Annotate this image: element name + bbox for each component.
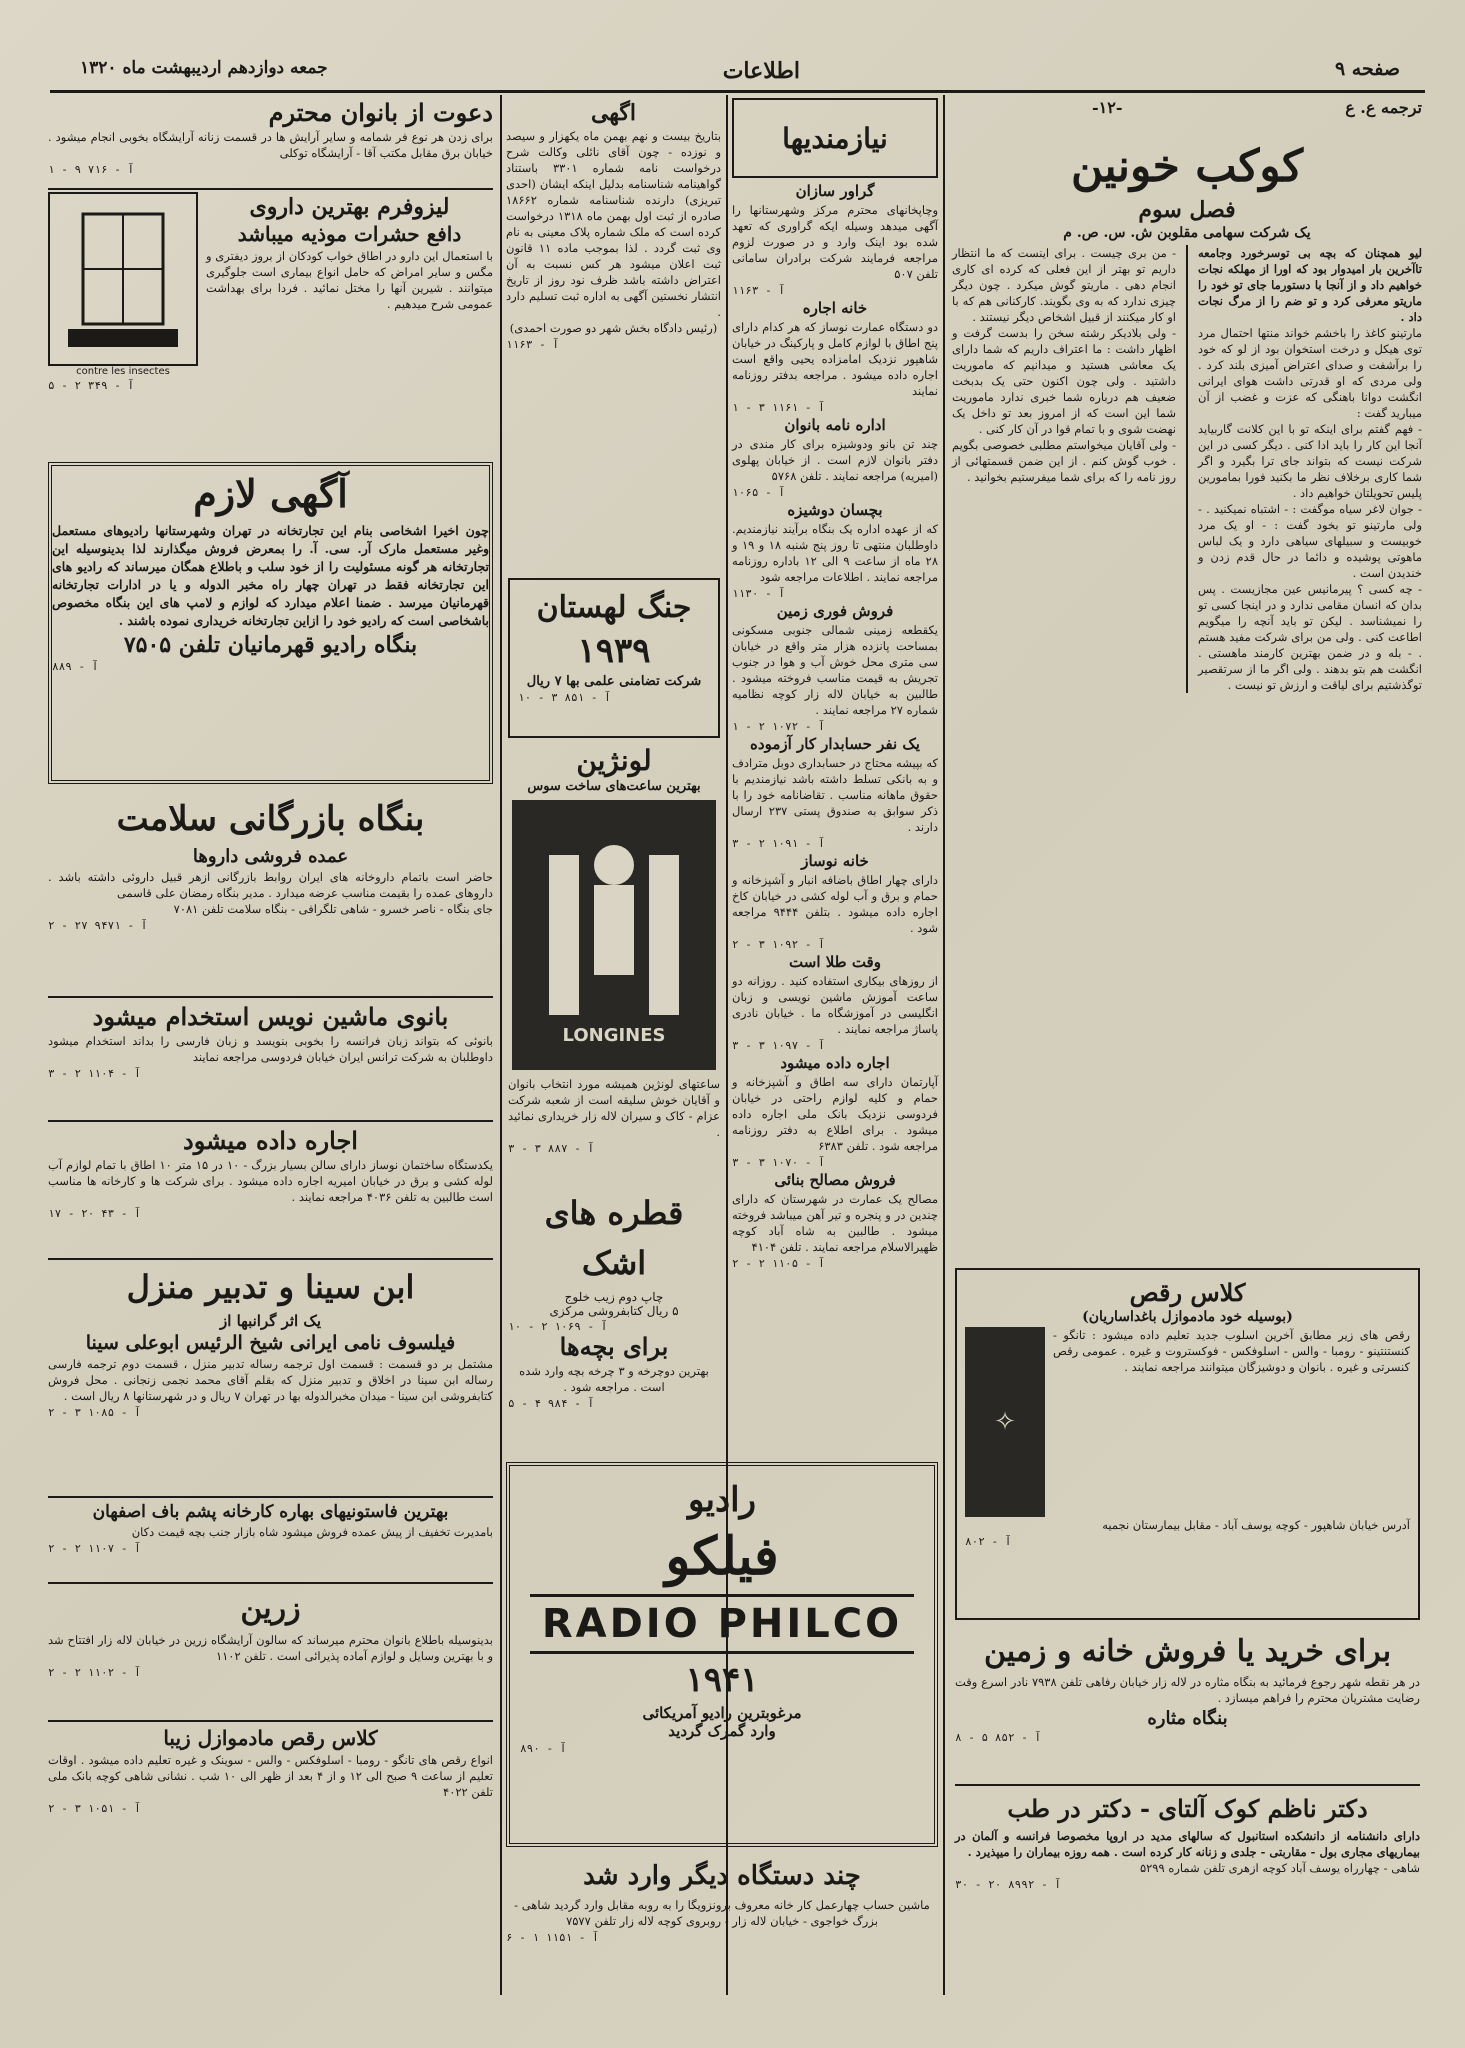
ad-title: اداره نامه بانوان [784,416,886,434]
story-title: کوکب خونین [1070,141,1304,192]
ad-text: دو دستگاه عمارت نوساز که هر کدام دارای پنج اطاق با لوازم کامل و پارکینگ در خیابان شاهپور نزدیک امامزاده یحیی واقع است اجاره داده میشود . مراجعه بدفتر روزنامه نمایند [732,320,938,398]
divider [48,996,493,998]
serial-story [952,98,1422,1258]
building-rent-ad [48,1124,493,1256]
ad-text: حاضر است باتمام داروخانه های ایران روابط بازرگانی ازهر قبیل داروئی داشته باشد . داروهای عمده را بقیمت مناسب عرضه میدارد . مدیر بنگاه رمضان علی قاسمی [48,870,493,900]
salon-invite-ad [48,96,493,186]
brand-wordmark: RADIO PHILCO [530,1594,914,1654]
ad-code: آ - ۸۹۹۲ ۲۰ - ۳۰ [955,1878,1061,1891]
ad-subtitle-2: فیلسوف نامی ایرانی شیخ الرئیس ابوعلی سینا [85,1332,456,1354]
column-rule [500,95,502,1995]
ad-text: مشتمل بر دو قسمت : قسمت اول ترجمه رساله تدبیر منزل ، قسمت دوم ترجمه فارسی رساله ابن سینا در اخلاق و تدبیر منزل که بقلم آقای محمد نجمی زنجانی . محل فروش کتابفروشی ابن سینا - میدان مخبرالدوله بها در تهران ۷ ریال و در شهرستانها ۸ ریال است . [48,1357,493,1403]
ad-title: کلاس رقص [1129,1278,1246,1307]
ad-text: آپارتمان دارای سه اطاق و آشپزخانه و حمام و کلیه لوازم راحتی در خیابان فردوسی نزدیک بانک ملی اجاره داده میشود . برای اطلاع به دفتر روزنامه مراجعه شود . تلفن ۶۳۸۳ [732,1075,938,1153]
longines-image [512,800,716,1070]
ad-title: فروش فوری زمین [776,602,894,620]
ad-title-top: رادیو [687,1480,757,1520]
divider [48,1720,493,1722]
ad-title: چند دستگاه دیگر وارد شد [583,1861,861,1891]
ad-code: آ - ۷۱۶ ۹ - ۱ [48,163,135,176]
ad-code: آ - ۹۸۴ ۴ - ۵ [508,1397,595,1410]
ad-code: آ - ۴۳ ۲۰ - ۱۷ [48,1207,141,1220]
divider [48,1120,493,1122]
ad-text: بهترین دوچرخه و ۳ چرخه بچه وارد شده است . مراجعه شود . [519,1364,709,1394]
kids-ad [508,1330,720,1450]
ad-text: بامدیرت تخفیف از پیش عمده فروش میشود شاه بازار جنب بچه قیمت دکان [131,1525,493,1539]
ad-code: آ - ۱۰۵۱ ۳ - ۲ [48,1802,141,1815]
philco-radio-ad [506,1462,938,1847]
watch-illustration [539,825,689,1025]
ad-title: لونژین [576,744,652,777]
story-paragraph: - چه کسی ؟ پیرمانیس عین مجازیست . پس بدان که انسان مقامی ندارد و در اینجا کسی تو را نمیشناسد . لیکن تو باید آنچه را میگویم اطاعت کنی . ولی من برای شرکت مفید هستم . - بله و در ضمن بهترین کارمند ماهستی . انگشت هم بتو بدهند . ولی اگر ما از سرتقصیر توگذشتیم برای لیاقت و ارزش تو نیست . [1198,582,1422,692]
ad-text: که از عهده اداره یک بنگاه برآیند نیازمندیم. داوطلبان منتهی تا روز پنج شنبه ۱۸ و ۱۹ و ۲۸ ماه از ساعت ۹ الی ۱۲ باداره روزنامه مراجعه نمایند . اطلاعات مراجعه شود [732,522,938,584]
zarrin-salon-ad [48,1586,493,1718]
page-header [60,52,1420,88]
ad-title: اگهی [590,100,637,126]
serial-number: -۱۲- [1092,98,1123,117]
ad-code: آ - ۸۸۹ [52,660,99,673]
ad-code: آ - ۱۱۰۵ ۲ - ۲ [732,1257,825,1270]
ad-subtitle: عمده فروشی داروها [192,846,349,867]
ad-code: آ - ۱۱۰۲ ۲ - ۲ [48,1666,141,1679]
dancer-image: ✧ [965,1327,1045,1517]
ad-subtitle: یک اثر گرانبها از [219,1312,322,1330]
ad-text: مصالح یک عمارت در شهرستان که دارای چندین در و پنجره و تیر آهن میباشد فروخته میشود . طالبین به شاه آباد کوچه ظهیرالاسلام مراجعه نمایند . تلفن ۴۱۰۴ [732,1192,938,1254]
ad-code: آ - ۱۰۹۷ ۳ - ۳ [732,1039,825,1052]
ad-text: بانوئی که بتواند زبان فرانسه را بخوبی بنویسد و زبان فارسی را بداند استخدام میشود داوطلبان به شرکت ترانس ایران خیابان فردوسی مراجعه نمایند [48,1034,493,1064]
ad-text: بدینوسیله باطلاع بانوان محترم میرساند که سالون آرایشگاه زرین در خیابان لاله زار افتتاح شد و با بهترین وسایل و لوازم آماده پذیرائی است . تلفن ۱۱۰۲ [48,1633,493,1663]
radio-notice-ad [48,462,493,784]
ad-title: خانه اجاره [802,299,868,317]
ad-text: برای زدن هر نوع فر شمامه و سایر آرایش ها در قسمت زنانه آرایشگاه بخوبی انجام میشود . خیابان برق مقابل مکتب آقا - آرایشگاه توکلی [48,130,493,160]
ad-subtitle: دافع حشرات موذیه میباشد [237,222,462,246]
ad-title: ابن سینا و تدبیر منزل [126,1268,415,1306]
ad-title: قطره های اشک [544,1194,684,1282]
ad-subtitle-2: وارد گمرک گردید [668,1722,776,1740]
divider [955,1784,1420,1786]
story-intro: لیو همچنان که بچه بی توسرخورد وجامعه تاآخرین بار امیدوار بود که اورا از مهلکه نجات خواهیم داد و از آنجا با دستورما جای تو خود را ماریتو معرفی کرد و تو ضم را از مرگ نجات داد . [1198,246,1422,324]
image-caption: contre les insectes [76,366,170,377]
story-paragraph: - فهم گفتم برای اینکه تو با این کلانت گاربیاید آنجا این کار را باید ادا کنی . دیگر کسی در این شرکت نیست که بتواند جای ترا بگیرد و اگر شما کاری برخلاف نظر ما بکنید فورا بمامورین پلیس تحویلتان خواهیم داد . [1198,422,1422,500]
ad-text: ۵ ریال کتابفروشی مرکزی [549,1304,679,1318]
ad-title: یک نفر حسابدار کار آزموده [750,735,920,753]
ad-code: آ - ۱۰۶۹ ۲ - ۱۰ [508,1320,608,1333]
ad-code: آ - ۸۸۷ ۳ - ۳ [508,1142,595,1155]
ad-text: شرکت تضامنی علمی بها ۷ ریال [526,674,702,689]
ad-address: جای بنگاه - ناصر خسرو - شاهی تلگرافی - بنگاه سلامت تلفن ۷۰۸۱ [173,902,493,916]
agency-name: بنگاه مثاره [1147,1708,1228,1729]
story-subtitle: یک شرکت سهامی مقلوبن ش. س. ص. م [1063,225,1311,241]
translator: ترجمه ع. ع [1345,98,1422,117]
ad-text: ماشین حساب چهارعمل کار خانه معروف برونزویگا را به روبه مقابل وارد گردید شاهی - بزرگ خواجوی - خیابان لاله زار - روبروی کوچه لاله زار تلفن ۷۵۷۷ [514,1898,930,1928]
ad-title: برای بچه‌ها [559,1332,669,1361]
ad-text: بتاریخ بیست و نهم بهمن ماه یکهزار و سیصد و نوزده - چون آقای نائلی وکالت شرح درخواست نامه شماره ۳۳۰۱ باستناد گواهینامه شناسنامه بدلیل اینکه ایشان (احدی تبریزی) دارنده شناسنامه شماره ۱۸۶۶۲ صادره از ثبت اول بهمن ماه ۱۳۱۸ درخواست کرده است که ملک شماره پلاک معینی به نام وی ثبت گردد . لذا بموجب ماده ۱۱ قانون ثبت اعلان میشود هر کس نسبت به آن اعتراض داشته باشد ظرف نود روز از تاریخ انتشار نخستین آگهی به اداره ثبت تسلیم دارد . [506,129,722,319]
ad-code: آ - ۱۱۰۴ ۲ - ۳ [48,1067,141,1080]
divider [48,188,493,190]
ad-title: اجاره داده میشود [780,1054,890,1072]
ad-code: آ - ۱۱۶۳ [732,284,785,297]
ad-title: جنگ لهستان [536,590,692,625]
ad-code: آ - ۱۱۰۷ ۲ - ۲ [48,1542,141,1555]
chapter-title: فصل سوم [1138,197,1236,223]
ad-code: آ - ۹۴۷۱ ۲۷ - ۲ [48,919,148,932]
ad-code: آ - ۱۱۶۳ [506,338,559,351]
ad-title: بانوی ماشین نویس استخدام میشود [92,1002,449,1031]
ad-title: دکتر ناظم کوک آلتای - دکتر در طب [1007,1794,1368,1823]
tears-book-ad [508,1186,720,1333]
ad-code: آ - ۱۱۶۱ ۳ - ۱ [732,401,825,414]
book-year: ۱۹۳۹ [577,631,651,671]
ad-title: فروش مصالح بنائی [774,1171,896,1189]
salamat-trade-ad [48,792,493,992]
ad-text: با استعمال این دارو در اطاق خواب کودکان از بروز دیفتری و مگس و سایر امراض که حامل انواع بیماری است جلوگیری میتوانند . شیرین آنها را مختل نمائید . فردا برای بهداشت عمومی شرح میدهیم . [206,249,493,311]
zibaa-dance-ad [48,1724,493,1964]
brand-wordmark: LONGINES [562,1024,666,1046]
ad-code: آ - ۱۱۳۰ [732,587,785,600]
ad-phone: بنگاه رادیو قهرمانیان تلفن ۷۵۰۵ [123,632,418,658]
ad-title: وقت طلا است [789,953,881,971]
ad-title: اجاره داده میشود [183,1126,358,1155]
ad-code: آ - ۸۰۲ [965,1535,1012,1548]
ad-subtitle: چاپ دوم زیب خلوج [564,1290,664,1304]
ad-subtitle: (بوسیله خود مادموازل باغداساریان) [1082,1309,1293,1325]
ad-text: وچاپخانهای محترم مرکز وشهرستانها را آگهی میدهد وسیله ایکه گراوری که تعهد شده بود اینک وارد و در صورت لزوم مراجعه فرمایند شرکت برادران سامانی تلفن ۵۰۷ [732,203,938,281]
ad-code: آ - ۱۰۹۲ ۳ - ۲ [732,938,825,951]
notice-signature: (رئیس دادگاه بخش شهر دو صورت احمدی) [509,321,718,335]
ad-subtitle: مرغوبترین رادیو آمریکائی [642,1704,802,1722]
ad-text: در هر نقطه شهر رجوع فرمائید به بنگاه مثاره در لاله زار خیابان رفاهی تلفن ۷۹۳۸ نادر اسرع وقت رضایت مشتریان محترم را فراهم میسازد . [955,1675,1420,1705]
ad-title: بنگاه بازرگانی سلامت [116,799,425,839]
ad-title: بچسان دوشیزه [787,501,883,519]
column-rule [943,95,945,1995]
ad-title: برای خرید یا فروش خانه و زمین [983,1634,1392,1669]
avicenna-book-ad [48,1262,493,1494]
ad-code: آ - ۳۴۹ ۲ - ۵ [48,379,135,392]
lysoform-ad [48,192,493,454]
window-icon [63,204,183,354]
dance-class-ad [955,1268,1420,1620]
ad-address: شاهی - چهارراه یوسف آباد کوچه ازهری تلفن شماره ۵۲۹۹ [1139,1861,1420,1875]
real-estate-ad [955,1630,1420,1780]
ad-text: انواع رقص های تانگو - رومبا - اسلوفکس - والس - سوینک و غیره تعلیم داده میشود . اوقات تعلیم از ساعت ۹ صبح الی ۱۲ و از ۴ بعد از ظهر الی ۱۰ شب . نشانی شاهی کوچه بانک ملی تلفن ۴۰۲۲ [48,1753,493,1799]
issue-date: جمعه دوازدهم اردیبهشت ماه ۱۳۲۰ [80,58,328,78]
ad-code: آ - ۱۱۵۱ ۱ - ۶ [506,1931,599,1944]
page-number: صفحه ۹ [1334,58,1400,80]
isfahan-wool-ad [48,1500,493,1580]
header-rule [50,90,1425,93]
ad-address: آدرس خیابان شاهپور - کوچه یوسف آباد - مقابل بیمارستان نجمیه [1102,1518,1410,1532]
ad-code: آ - ۱۰۷۲ ۲ - ۱ [732,720,825,733]
divider [48,1582,493,1584]
ad-text: ساعتهای لونژین همیشه مورد انتخاب بانوان و آقایان خوش سلیقه است از شعبه شرکت عزام - کاک و سیران لاله زار خریداری نمائید . [508,1077,720,1139]
ad-title: فیلکو [665,1526,779,1587]
story-paragraph: - ولی بلادیکر رشته سخن را بدست گرفت و اظهار داشت : ما اعتراف داریم که شما دارای یک معاشی هستید و میدانیم که ماموریت داشتید . ولی چون اکنون حتی یک بدبخت ضعیف هم درباره شما خبری ندارد ماموریت شما این است که از امروز بعد تو داخل یک نهضت شوی و با تمام قوا در آن کار کنی . [952,326,1176,436]
ad-text: دارای دانشنامه از دانشکده استانبول که سالهای مدید در اروپا مخصوصا فرانسه و آلمان در بیماریهای مجاری بول - مقاربتی - جلدی و زنانه کار کرده است . همه روزه بیماران را میپذیرد . [955,1829,1420,1859]
ad-title: زرین [240,1591,301,1626]
ad-title: گراور سازان [795,182,875,200]
ad-title: دعوت از بانوان محترم [268,98,493,127]
ad-subtitle: بهترین ساعت‌های ساخت سوس [527,779,701,794]
story-paragraph: مارتینو کاغذ را باخشم خواند منتها احتمال مرد توی هیکل و درخت استخوان بود از لو که خود را برآشفت و صدای اعتراض آمیزی بلند کرد . ولی مردی که او قدرتی داشت هوای ایرانی انگشت دوانا باهنگی که عزت و غضب از آن میبارید گفت : [1198,326,1422,420]
classifieds-column [732,98,938,1458]
ad-text: یکقطعه زمینی شمالی جنوبی مسکونی بمساحت پانزده هزار متر واقع در خیابان سی متری محل خوش آب و هوا در جنوب تجریش به قیمت مناسب فروخته میشود . طالبین به خیابان لاله زار کوچه نظامیه شماره ۲۷ مراجعه نمایند . [732,623,938,717]
ad-title: خانه نوساز [801,852,869,870]
ad-text: چون اخیرا اشخاصی بنام این تجارتخانه در تهران وشهرستانها رادیوهای مستعمل وغیر مستعمل مارک آر. سی. آ. را بمعرض فروش میگذارند لذا بدینوسیله این تجارتخانه هر گونه مسئولیت را از خود سلب و باطلاع همگان میرساند که رادیو های این تجارتخانه فقط در تهران چهار راه مخبر الدوله و یا در ادارات تجارتخانه قهرمانیان میرسد . ضمنا اعلام میدارد که لوازم و لامپ های این بنگاه مخصوص باشخاصی است که رادیو خود را ازاین تجارتخانه خریداری نموده باشند . [52,523,489,628]
ad-code: آ - ۱۰۶۵ [732,486,785,499]
story-paragraph: - من بری چیست . برای اینست که ما انتظار داریم تو بهتر از این فعلی که کرده ای کاری انجام دهی . ماریتو گوش میکرد . چون دیگر چیزی ندارد که به وی بگویند. کارکنانی هم که با او کار میکنند از قبیل اشخاص دیگر نیستند . [952,246,1176,324]
ad-code: آ - ۱۰۷۰ ۳ - ۳ [732,1156,825,1169]
window-illustration [48,192,198,366]
ad-title: کلاس رقص مادموازل زیبا [163,1726,378,1750]
registry-notice [506,98,721,578]
ad-title: آگهی لازم [193,471,348,516]
doctor-ad [955,1790,1420,1990]
ad-text: که بپیشه محتاج در حسابداری دوبل مترادف و به بانکی تسلط داشته باشد نیازمندیم با حقوق ماهانه مناسب . تقاضانامه خود را با ذکر سوابق به صندوق پستی ۲۳۷ ارسال دارند . [732,756,938,834]
ad-title: لیزوفرم بهترین داروی [249,194,450,220]
ad-code: آ - ۸۵۱ ۳ - ۱۰ [518,691,611,704]
war-book-ad [508,578,720,738]
ad-code: آ - ۱۰۹۱ ۲ - ۳ [732,837,825,850]
ad-text: از روزهای بیکاری استفاده کنید . روزانه دو ساعت آموزش ماشین نویسی و زبان انگلیسی در آموزشگاه ما . خیابان نادری پاساژ مراجعه نمایند . [732,974,938,1036]
ad-code: آ - ۸۵۲ ۵ - ۸ [955,1731,1042,1744]
divider [48,1496,493,1498]
paper-name: اطلاعات [722,58,800,84]
story-paragraph: - جوان لاغر سیاه موگفت : - اشتباه نمیکنید . - ولی مارتینو تو بخود گفت : - او یک مرد خوبیست و سبیلهای سیاهی دارد و یک لباس ماهوتی پوشیده و دائما در حال قدم زدن و خندیدن است . [1198,502,1422,580]
ad-text: یکدستگاه ساختمان نوساز دارای سالن بسیار بزرگ - ۱۰ در ۱۵ متر ۱۰ اطاق با تمام لوازم آب لوله کشی و برق در خیابان امیریه اجاره داده میشود . برای شرکت ها و کارخانه ها مناسب است طالبین به تلفن ۴۰۳۶ مراجعه نمایند . [48,1158,493,1204]
ad-text: دارای چهار اطاق باضافه انبار و آشپزخانه و حمام و برق و آب لوله کشی در خیابان کاخ اجاره داده میشود . بتلفن ۹۴۴۴ مراجعه شود . [732,873,938,935]
divider [48,1258,493,1260]
classifieds-title: نیازمندیها [732,98,938,178]
typist-wanted-ad [48,1000,493,1118]
calculator-ad [506,1855,938,1995]
ad-code: آ - ۸۹۰ [520,1742,567,1755]
ad-code: آ - ۱۰۸۵ ۳ - ۲ [48,1406,141,1419]
ad-text: چند تن بانو ودوشیزه برای کار مندی در دفتر بانوان لازم است . از خیابان پهلوی (امیریه) مراجعه نمایند . تلفن ۵۷۶۸ [732,437,938,483]
longines-ad [508,742,720,1182]
model-year: ۱۹۴۱ [685,1660,759,1700]
ad-title: بهترین فاستونیهای بهاره کارخانه پشم باف اصفهان [92,1502,449,1522]
ad-text: رقص های زیر مطابق آخرین اسلوب جدید تعلیم داده میشود : تانگو - کنستنتینو - رومبا - والس - اسلوفکس - فوکستروت و غیره . عمومی رقص کنسرتی و غیره . بانوان و دوشیزگان میتوانند مراجعه نمایند . [1053,1328,1410,1374]
story-paragraph: - ولی آقایان میخواستم مطلبی خصوصی بگویم . خوب گوش کنم . از این ضمن قسمتهائی از روز نامه را که برای شما میفرستیم بخوانید . [952,438,1176,484]
